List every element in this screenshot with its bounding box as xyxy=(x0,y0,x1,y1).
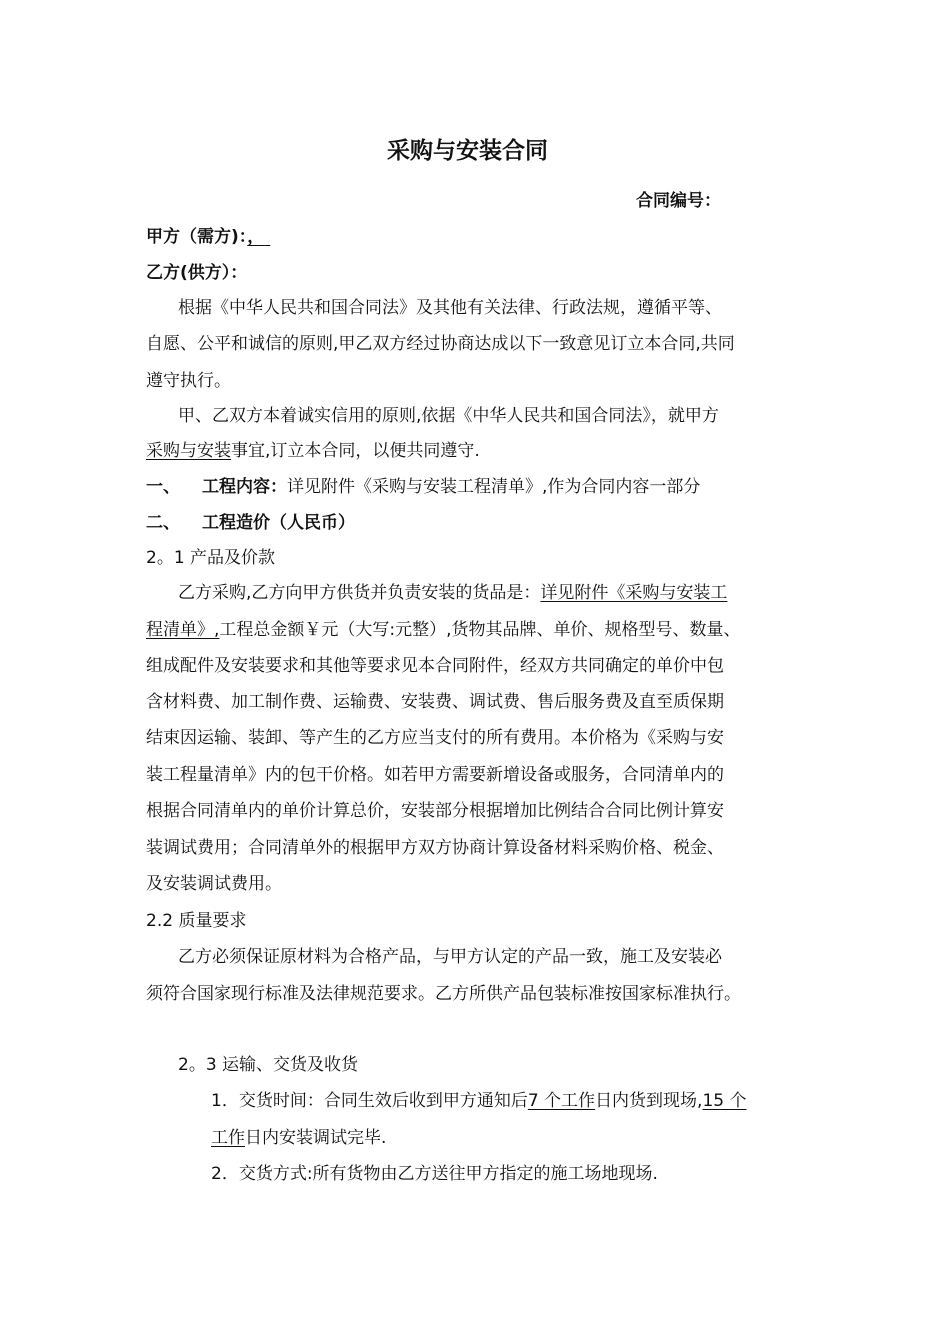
clause-2-3-heading: 2。3 运输、交货及收货 xyxy=(178,1055,359,1075)
delivery-time-item-cont: 工作日内安装调试完毕. xyxy=(211,1128,387,1148)
section1-line xyxy=(146,476,700,498)
intro-p1-line: 自愿、公平和诚信的原则,甲乙双方经过协商达成以下一致意见订立本合同,共同 xyxy=(146,334,735,354)
intro-p1-line: 遵守执行。 xyxy=(146,371,231,391)
clause-2-1-line: 程清单》,工程总金额￥元（大写:元整）,货物其品牌、单价、规格型号、数量、 xyxy=(146,620,741,640)
clause-2-1-line: 含材料费、加工制作费、运输费、安装费、调试费、售后服务费及直至质保期 xyxy=(146,692,724,712)
clause-2-2-line: 须符合国家现行标准及法律规范要求。乙方所供产品包装标准按国家标准执行。 xyxy=(146,984,741,1004)
intro-p2-line: 采购与安装事宜,订立本合同，以便共同遵守. xyxy=(146,441,480,461)
installation-days: 15 个 xyxy=(702,1091,747,1111)
clause-2-1-heading: 2。1 产品及价款 xyxy=(146,548,276,568)
clause-2-1-line: 组成配件及安装要求和其他等要求见本合同附件，经双方共同确定的单价中包 xyxy=(146,656,724,676)
attachment-reference-cont: 程清单》, xyxy=(146,620,220,640)
section1-number: 一、 xyxy=(146,477,180,497)
party-a-value: ， xyxy=(247,227,265,247)
delivery-days: 7 个工作 xyxy=(527,1091,596,1111)
clause-2-2-line: 乙方必须保证原材料为合格产品，与甲方认定的产品一致，施工及安装必 xyxy=(178,947,722,967)
clause-2-1-line: 装工程量清单》内的包干价格。如若甲方需要新增设备或服务，合同清单内的 xyxy=(146,765,724,785)
procurement-install-underlined: 采购与安装 xyxy=(146,441,231,461)
section1-heading: 工程内容： xyxy=(202,477,287,497)
party-a-line xyxy=(146,226,270,248)
attachment-reference: 详见附件《采购与安装工 xyxy=(540,583,728,603)
clause-2-2-heading: 2.2 质量要求 xyxy=(146,911,247,931)
party-b-label: 乙方(供方）： xyxy=(146,263,248,283)
delivery-time-item: 1．交货时间：合同生效后收到甲方通知后7 个工作日内货到现场,15 个 xyxy=(211,1091,747,1111)
party-a-label: 甲方（需方)： xyxy=(146,227,248,247)
intro-p2-line: 甲、乙双方本着诚实信用的原则,依据《中华人民共和国合同法》，就甲方 xyxy=(178,406,719,426)
document-title: 采购与安装合同 xyxy=(387,138,548,164)
contract-number-label: 合同编号： xyxy=(636,191,721,211)
clause-2-1-line: 结束因运输、装卸、等产生的乙方应当支付的所有费用。本价格为《采购与安 xyxy=(146,728,724,748)
clause-2-1-line: 根据合同清单内的单价计算总价，安装部分根据增加比例结合合同比例计算安 xyxy=(146,801,724,821)
section2-heading-line xyxy=(146,512,355,534)
clause-2-1-line: 及安装调试费用。 xyxy=(146,874,282,894)
section2-number: 二、 xyxy=(146,513,180,533)
clause-2-1-line: 装调试费用；合同清单外的根据甲方双方协商计算设备材料采购价格、税金、 xyxy=(146,838,724,858)
section1-text: 详见附件《采购与安装工程清单》,作为合同内容一部分 xyxy=(287,477,701,497)
clause-2-1-line: 乙方采购,乙方向甲方供货并负责安装的货品是：详见附件《采购与安装工 xyxy=(178,583,728,603)
section2-heading: 工程造价（人民币） xyxy=(202,513,355,533)
delivery-method-item: 2．交货方式:所有货物由乙方送往甲方指定的施工场地现场. xyxy=(211,1164,658,1184)
intro-p1-line: 根据《中华人民共和国合同法》及其他有关法律、行政法规，遵循平等、 xyxy=(178,298,722,318)
